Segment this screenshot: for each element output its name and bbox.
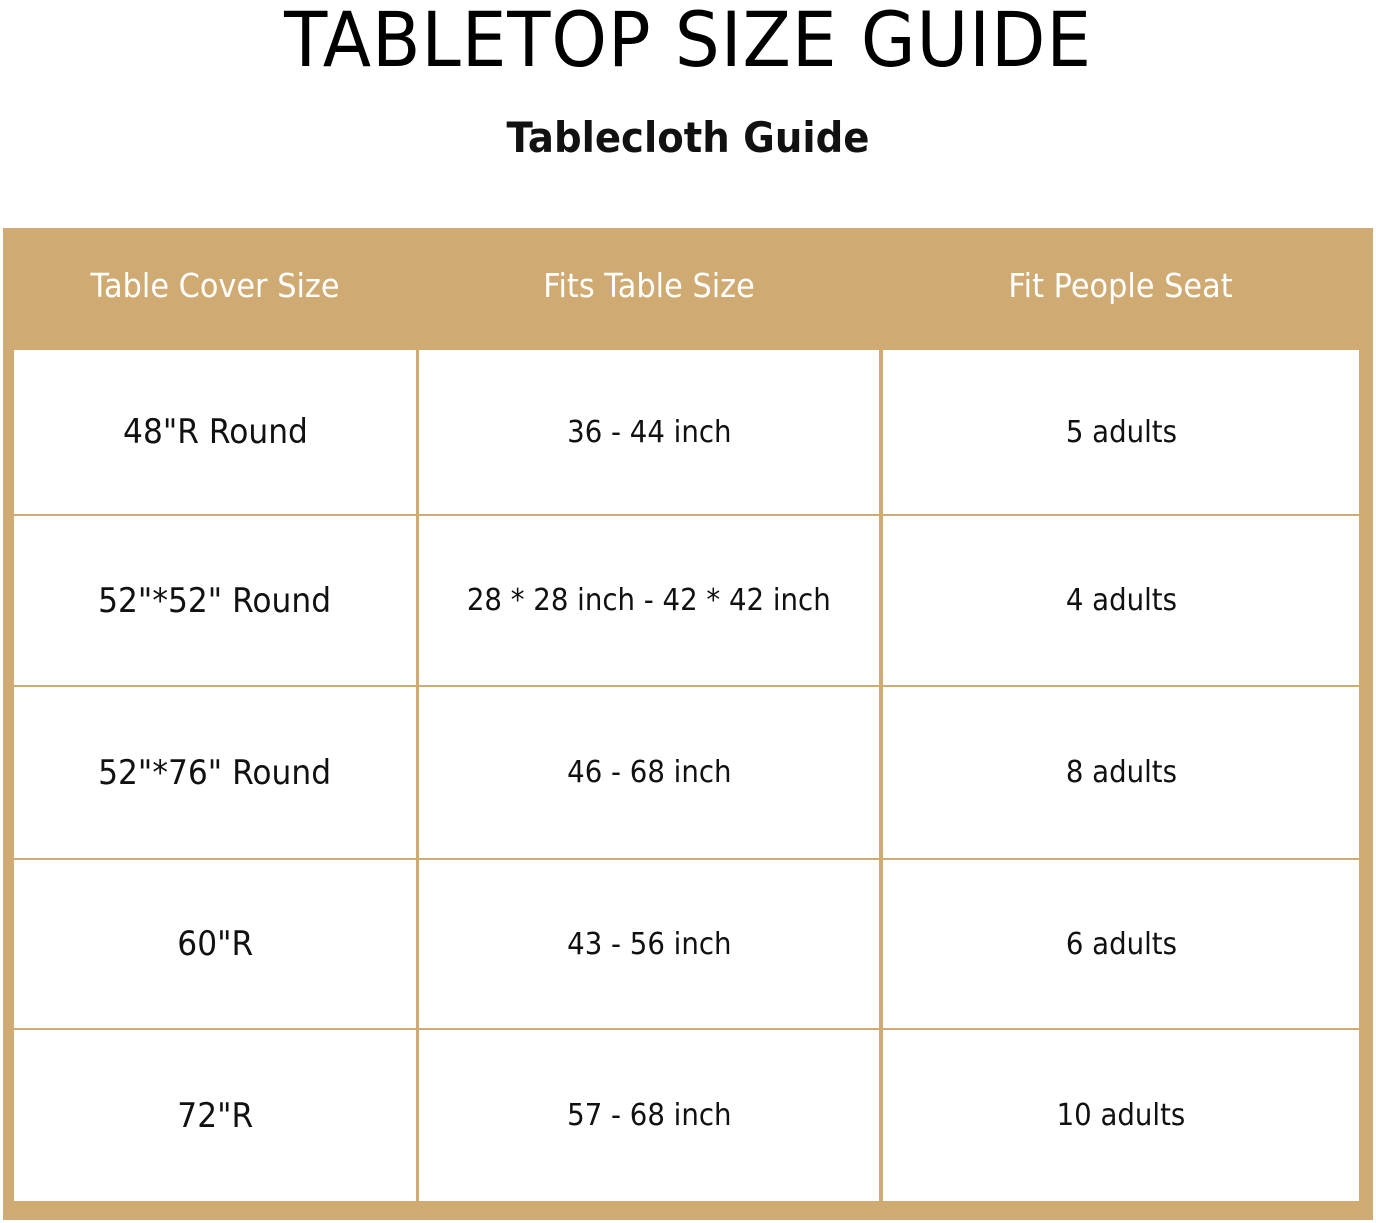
table-cell [883,860,1359,1028]
people-seat-text: 6 adults [1065,926,1177,962]
people-seat-text: 5 adults [1065,414,1177,450]
table-cell [419,860,879,1028]
header-table-cover-size: Table Cover Size [90,266,340,305]
table-cell [419,1030,879,1201]
size-guide-table [3,228,1373,1220]
people-seat-text: 4 adults [1065,583,1177,618]
table-cell [14,1030,416,1201]
people-seat-text: 10 adults [1056,1098,1186,1133]
table-cell [883,350,1359,514]
table-size-text: 36 - 44 inch [566,414,732,450]
table-size-text: 28 * 28 inch - 42 * 42 inch [467,583,831,618]
cover-size-text: 52"*52" Round [98,580,332,621]
header-fit-people-seat: Fit People Seat [1008,266,1233,305]
table-cell [883,1030,1359,1201]
cover-size-text: 60"R [177,924,253,964]
table-header-row [3,228,1373,350]
header-fits-table-size: Fits Table Size [543,266,755,305]
table-cell [419,350,879,514]
cover-size-text: 52"*76" Round [98,752,332,793]
people-seat-text: 8 adults [1065,755,1177,790]
table-cell [14,516,416,685]
table-size-text: 46 - 68 inch [566,755,732,790]
page-title: TABLETOP SIZE GUIDE [284,0,1092,84]
table-cell [883,687,1359,858]
table-cell [419,516,879,685]
table-cell [14,687,416,858]
cover-size-text: 72"R [177,1095,253,1136]
table-cell [883,516,1359,685]
table-size-text: 43 - 56 inch [566,926,732,962]
table-cell [14,860,416,1028]
cover-size-text: 48"R Round [122,412,308,452]
page-subtitle: Tablecloth Guide [506,113,870,162]
table-size-text: 57 - 68 inch [566,1098,732,1133]
table-cell [14,350,416,514]
table-cell [419,687,879,858]
